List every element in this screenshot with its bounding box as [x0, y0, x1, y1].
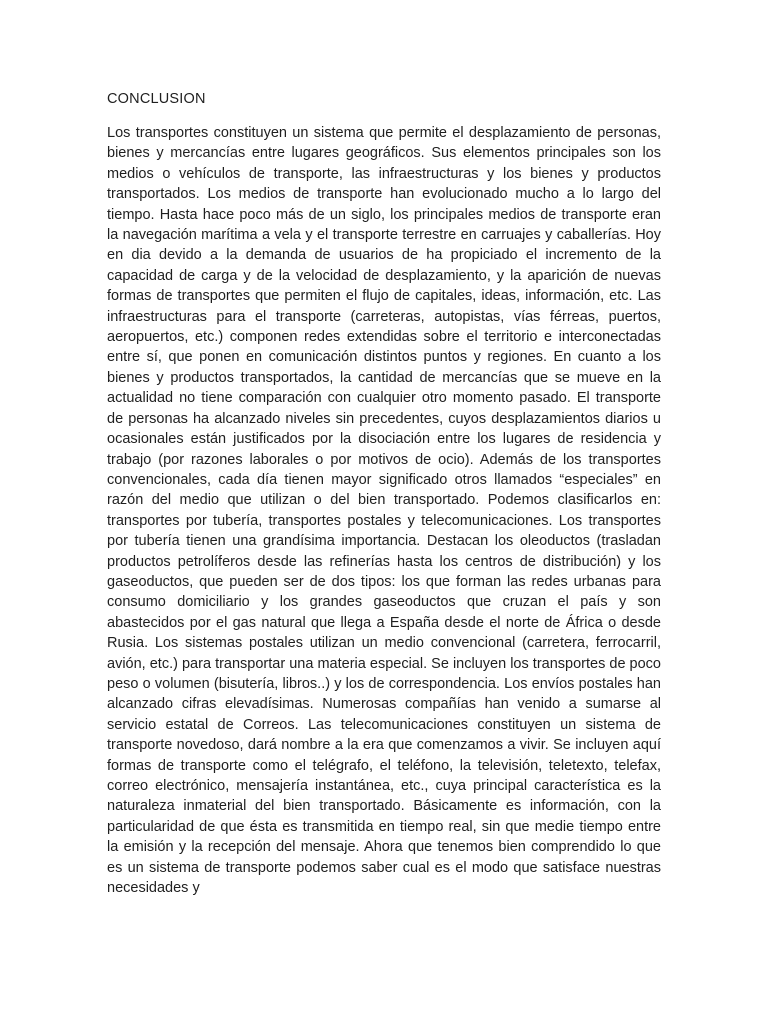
page-title: CONCLUSION — [107, 91, 206, 107]
body-paragraph: Los transportes constituyen un sistema que permite el desplazamiento de personas, bienes y mercancías entre lugares geográficos. Sus elementos principales son los medios o vehículos de transporte, las infraestructuras y los bienes y productos transportados. Los medios de transporte han evolucionado mucho a lo largo del tiempo. Hasta hace poco más de un siglo, los principales medios de transporte eran la navegación marítima a vela y el transporte terrestre en carruajes y caballerías. Hoy en dia devido a la demanda de usuarios de ha propiciado el incremento de la capacidad de carga y de la velocidad de desplazamiento, y la aparición de nuevas formas de transportes que permiten el flujo de capitales, ideas, información, etc. Las infraestructuras para el transporte (carreteras, autopistas, vías férreas, puertos, aeropuertos, etc.) componen redes extendidas sobre el territorio e interconectadas entre sí, que ponen en comunicación distintos puntos y regiones. En cuanto a los bienes y productos transportados, la cantidad de mercancías que se mueve en la actualidad no tiene comparación con cualquier otro momento pasado. El transporte de personas ha alcanzado niveles sin precedentes, cuyos desplazamientos diarios u ocasionales están justificados por la disociación entre los lugares de residencia y trabajo (por razones laborales o por motivos de ocio). Además de los transportes convencionales, cada día tienen mayor significado otros llamados “especiales” en razón del medio que utilizan o del bien transportado. Podemos clasificarlos en: transportes por tubería, transportes postales y telecomunicaciones. Los transportes por tubería tienen una grandísima importancia. Destacan los oleoductos (trasladan productos petrolíferos desde las refinerías hasta los centros de distribución) y los gaseoductos, que pueden ser de dos tipos: los que forman las redes urbanas para consumo domiciliario y los grandes gaseoductos que cruzan el país y son abastecidos por el gas natural que llega a España desde el norte de África o desde Rusia. Los sistemas postales utilizan un medio convencional (carretera, ferrocarril, avión, etc.) para transportar una materia especial. Se incluyen los transportes de poco peso o volumen (bisutería, libros..) y los de correspondencia. Los envíos postales han alcanzado cifras elevadísimas. Numerosas compañías han venido a sumarse al servicio estatal de Correos. Las telecomunicaciones constituyen un sistema de transporte novedoso, dará nombre a la era que comenzamos a vivir. Se incluyen aquí formas de transporte como el telégrafo, el teléfono, la televisión, teletexto, telefax, correo electrónico, mensajería instantánea, etc., cuya principal característica es la naturaleza inmaterial del bien transportado. Básicamente es información, con la particularidad de que ésta es transmitida en tiempo real, sin que medie tiempo entre la emisión y la recepción del mensaje. Ahora que tenemos bien comprendido lo que es un sistema de transporte podemos saber cual es el modo que satisface nuestras necesidades y — [107, 125, 661, 897]
